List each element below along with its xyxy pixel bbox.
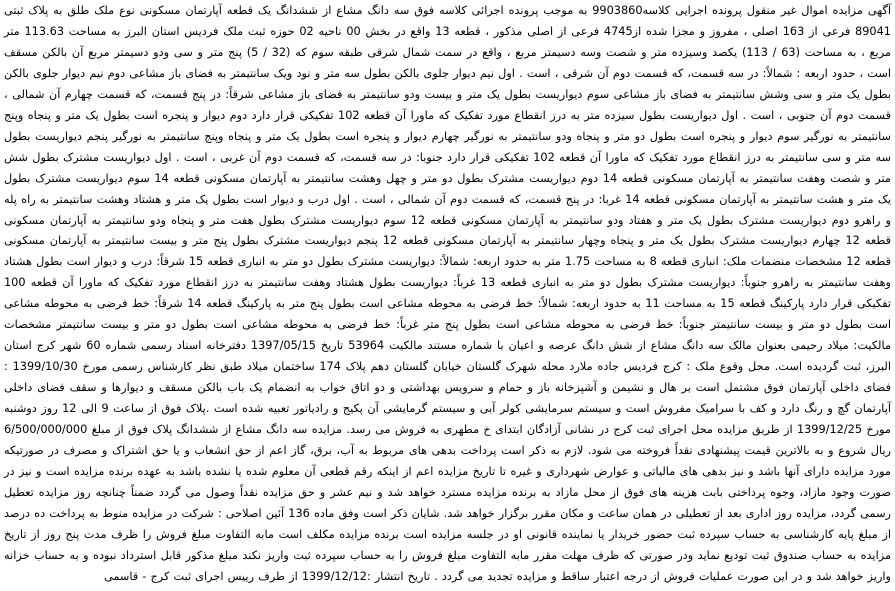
auction-notice-text: آگهی مزایده اموال غیر منقول پرونده اجرایی کلاسه9903860 به موجب پرونده اجرائی کلاسه فوق سه دانگ مشاع از ششدانگ یک قطعه آپارتمان مسکونی نوع ملک طلق به پلاک ثبتی 89041 فرعی از 163 اصلی ، مفروز و مجزا شده از4745 فرعی از اصلی مذکور ، قطعه 13 واقع در بخش 00 ناحیه 02 حوزه ثبت ملک فردیس استان البرز به مساحت 113.63 متر مربع ، به مساحت (63 / 113) یکصد وسیزده متر و شصت وسه دسیمتر مربع ، واقع در سمت شمال شرقی طبقه سوم که (32 / 5) پنج متر و سی ودو دسیمتر مربع آن بالکن مسقف است ، حدود اربعه : شمالاً: در سه قسمت، که قسمت دوم آن شرقی ، است . اول نیم دیوار جلوی بالکن بطول سه متر و نود ویک سانتیمتر به فضای باز مشاعی دوم نیم دیوار جلوی بالکن بطول یک متر و سی وشش سانتیمتر به فضای باز مشاعی سوم دیواریست بطول یک متر و بیست ودو سانتیمتر به فضای باز مشاعی شرقاً: در پنج قسمت، که قسمت چهارم آن شمالی ، قسمت دوم آن جنوبی ، است . اول دیواریست بطول سیزده متر به درز انقطاع مورد تفکیک که ماورا آن قطعه 102 تفکیکی قرار دارد دوم دیوار و پنجره است بطول یک متر و پنجاه وپنج سانتیمتر به نورگیر سوم دیوار و پنجره است بطول دو متر و پنجاه ودو سانتیمتر به نورگیر چهارم دیوار و پنجره است بطول یک متر و پنجاه وپنج سانتیمتر به نورگیر پنجم دیواریست بطول سه متر و سی سانتیمتر به درز انقطاع مورد تفکیک که ماورا آن قطعه 102 تفکیکی قرار دارد جنوبا: در سه قسمت، که قسمت دوم آن غربی ، است . اول دیواریست مشترک بطول شش متر و شصت وهفت سانتیمتر به آپارتمان مسکونی قطعه 14 دوم دیواریست مشترک بطول دو متر و چهل وهشت سانتیمتر به آپارتمان مسکونی قطعه 14 سوم دیواریست مشترک بطول یک متر و هشت سانتیمتر به آپارتمان مسکونی قطعه 14 غربا: در پنج قسمت، که قسمت دوم آن شمالی ، است . اول درب و دیوار است بطول یک متر و هشتاد وهشت سانتیمتر به راه پله و راهرو دوم دیواریست مشترک بطول یک متر و هفتاد ودو سانتیمتر به آپارتمان مسکونی قطعه 12 سوم دیواریست مشترک بطول هفت متر و پنجاه ودو سانتیمتر به آپارتمان مسکونی قطعه 12 چهارم دیواریست مشترک بطول یک متر و پنجاه وچهار سانتیمتر به آپارتمان مسکونی قطعه 12 پنجم دیواریست مشترک بطول پنج متر و بیست سانتیمتر به آپارتمان مسکونی قطعه 12 مشخصات منضمات ملک: انباری قطعه 8 به مساحت 1.75 متر به حدود اربعه: شمالاً: دیواریست مشترک بطول دو متر به انباری قطعه 15 شرقاً: درب و دیوار است بطول هشتاد وهفت سانتیمتر به راهرو جنوباً: دیواریست مشترک بطول دو متر به انباری قطعه 13 غرباً: دیواریست بطول هشتاد وهفت سانتیمتر به درز انقطاع مورد تفکیک که ماورا آن قطعه 100 تفکیکی قرار دارد پارکینگ قطعه 15 به مساحت 11 به حدود اربعه: شمالاً: خط فرضی به محوطه مشاعی است بطول پنج متر به پارکینگ قطعه 14 شرقاً: خط فرضی به محوطه مشاعی است بطول دو متر و بیست سانتیمتر جنوباً: خط فرضی به محوطه مشاعی است بطول پنج متر غرباً: خط فرضی به محوطه مشاعی است بطول دو متر و بیست سانتیمتر مشخصات مالکیت: میلاد رحیمی بعنوان مالک سه دانگ مشاع از شش دانگ عرصه و اعیان با شماره مستند مالکیت 53964 تاریخ 1397/05/15 دفترخانه اسناد رسمی شماره 60 شهر کرج استان البرز، ثبت گردیده است. محل وقوع ملک : کرج فردیس جاده ملارد محله شهرک گلستان خیابان گلستان دهم پلاک 174 ساختمان میلاد طبق نظر کارشناس رسمی مورخ 1399/10/30 : فضای داخلی آپارتمان فوق مشتمل است بر هال و نشیمن و آشپزخانه باز و حمام و سرویس بهداشتی و دو اتاق خواب به انضمام یک باب بالکن مسقف و دیوارها و سقف فضای داخلی آپارتمان گچ و رنگ دارد و کف با سرامیک مفروش است و سیستم سرمایشی کولر آبی و سیستم گرمایشی آن پکیج و رادیاتور تعبیه شده است .پلاک فوق از ساعت 9 الی 12 روز دوشنبه مورخ 1399/12/25 از طریق مزایده محل اجرای ثبت کرج در نشانی آزادگان ابتدای خ مطهری به فروش می رسد. مزایده سه دانگ مشاع از ششدانگ پلاک فوق از مبلغ 6/500/000/000 ریال شروع و به بالاترین قیمت پیشنهادی نقداً فروخته می شود. لازم به ذکر است پرداخت بدهی های مربوط به آب، برق، گاز اعم از حق انشعاب و یا حق اشتراک و مصرف در صورتیکه مورد مزایده دارای آنها باشد و نیز بدهی های مالیاتی و عوارض شهرداری و غیره تا تاریخ مزایده اعم از اینکه رقم قطعی آن معلوم شده یا نشده باشد به عهده برنده مزایده است و نیز در صورت وجود مازاد، وجوه پرداختی بابت هزینه های فوق از محل مازاد به برنده مزایده مسترد خواهد شد و نیم عشر و حق مزایده نقداً وصول می گردد ضمناً چنانچه روز مزایده تعطیل رسمی گردد، مزایده روز اداری بعد از تعطیلی در همان ساعت و مکان مقرر برگزار خواهد شد. شایان ذکر است وفق ماده 136 آئین اصلاحی : شرکت در مزایده منوط به پرداخت ده درصد از مبلغ پایه کارشناسی به حساب سپرده ثبت حضور خریدار یا نماینده قانونی او در جلسه مزایده است برنده مزایده مکلف است مابه التفاوت مبلغ فروش را ظرف مدت پنج روز از تاریخ مزایده به حساب صندوق ثبت تودیع نماید ودر صورتی که ظرف مهلت مقرر مابه التفاوت مبلغ فروش را به حساب سپرده ثبت واریز نکند مبلغ مذکور قابل استرداد نبوده و به حساب خزانه واریز خواهد شد و در این صورت عملیات فروش از درجه اعتبار ساقط و مزایده تجدید می گردد . تاریخ انتشار :1399/12/12 از طرف رییس اجرای ثبت کرج - قاسمی <box>4 4 892 583</box>
